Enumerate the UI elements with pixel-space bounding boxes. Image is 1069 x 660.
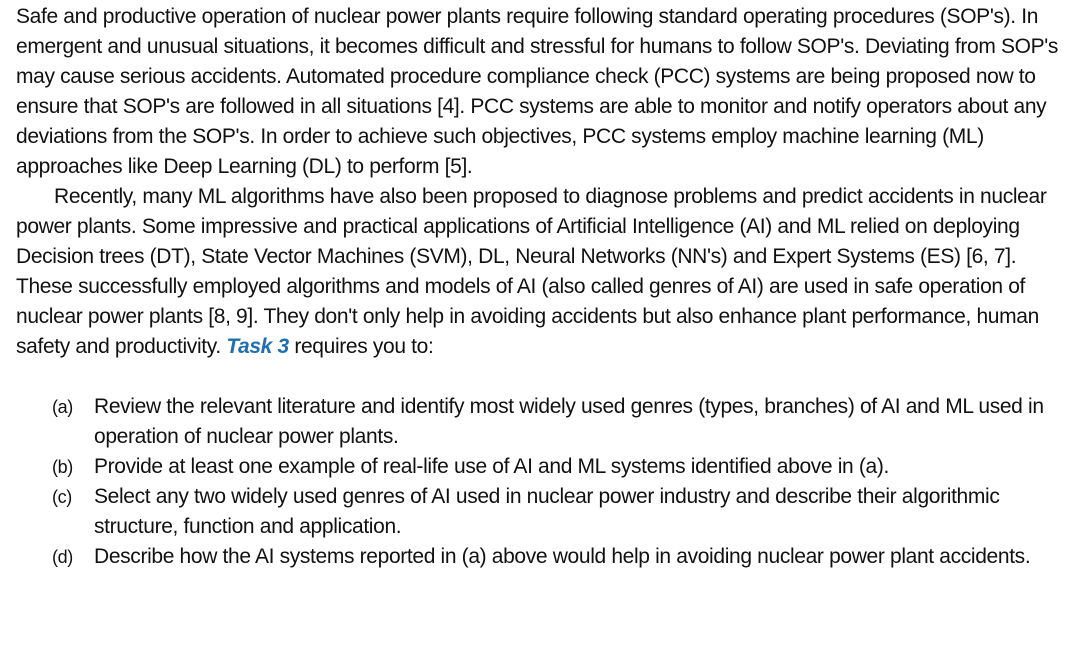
task-item-d-text: Describe how the AI systems reported in (a) above would help in avoiding nuclear power plant accidents.: [94, 545, 1031, 568]
list-marker-c: (c): [52, 487, 72, 507]
task-item-a: [16, 392, 1061, 452]
task-intro-text: requires you to:: [294, 335, 434, 358]
ai-ml-paragraph: [16, 182, 1061, 362]
document-body: [16, 2, 1061, 572]
list-marker-d: (d): [52, 547, 73, 567]
task-item-d: [16, 542, 1061, 572]
intro-paragraph: Safe and productive operation of nuclear power plants require following standard operating procedures (SOP's). In emergent and unusual situations, it becomes difficult and stressful for humans to follow SOP's. Deviating from SOP's may cause serious accidents. Automated procedure compliance check (PCC) systems are being proposed now to ensure that SOP's are followed in all situations [4]. PCC systems are able to monitor and notify operators about any deviations from the SOP's. In order to achieve such objectives, PCC systems employ machine learning (ML) approaches like Deep Learning (DL) to perform [5].: [16, 5, 1059, 178]
ai-ml-paragraph-text: Recently, many ML algorithms have also been proposed to diagnose problems and predict accidents in nuclear power plants. Some impressive and practical applications of Artificial Intelligence (AI) and ML relied on deploying Decision trees (DT), State Vector Machines (SVM), DL, Neural Networks (NN's) and Expert Systems (ES) [6, 7]. These successfully employed algorithms and models of AI (also called genres of AI) are used in safe operation of nuclear power plants [8, 9]. They don't only help in avoiding accidents but also enhance plant performance, human safety and productivity.: [16, 185, 1047, 358]
list-marker-a: (a): [52, 397, 73, 417]
task-item-a-text: Review the relevant literature and identify most widely used genres (types, branches) of AI and ML used in operation of nuclear power plants.: [94, 395, 1044, 448]
task-label: Task 3: [226, 335, 289, 358]
task-item-c: [16, 482, 1061, 542]
task-item-b: [16, 452, 1061, 482]
task-item-b-text: Provide at least one example of real-life use of AI and ML systems identified above in (a).: [94, 455, 889, 478]
list-marker-b: (b): [52, 457, 73, 477]
task-list: [16, 392, 1061, 572]
task-item-c-text: Select any two widely used genres of AI used in nuclear power industry and describe their algorithmic structure, function and application.: [94, 485, 1000, 538]
